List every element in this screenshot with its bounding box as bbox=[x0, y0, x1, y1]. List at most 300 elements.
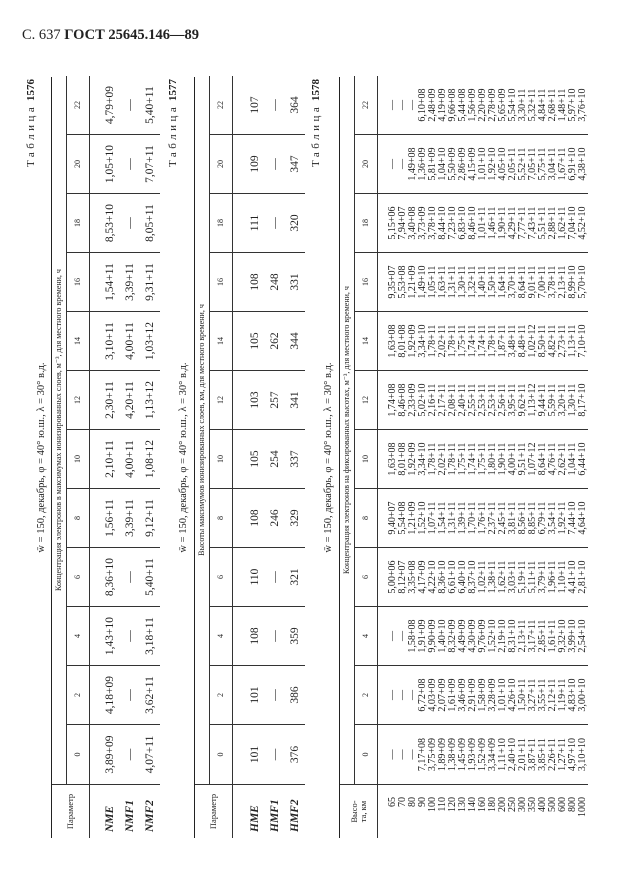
table-cell: 1,54+11 bbox=[104, 263, 116, 301]
hour-values bbox=[378, 489, 588, 547]
hour-values bbox=[378, 371, 588, 429]
hour-column bbox=[67, 312, 160, 371]
table-cell: 3,62+11 bbox=[144, 676, 156, 714]
table-cell: 1,75+11 bbox=[477, 442, 488, 476]
table-cell: 1,39+11 bbox=[457, 501, 468, 535]
row-label: 130 bbox=[457, 797, 468, 812]
table-cell: 6,83+10 bbox=[457, 206, 468, 240]
table-cell: 7,94+07 bbox=[397, 206, 408, 240]
hour-header: 4 bbox=[355, 607, 378, 665]
table-cell: 103 bbox=[249, 391, 261, 409]
table-cell: — bbox=[387, 159, 398, 169]
table-cell: 7,77+11 bbox=[517, 206, 528, 240]
hour-header: 18 bbox=[67, 194, 90, 252]
table-cell: 2,13+11 bbox=[557, 265, 568, 299]
table-cell: 4,05+10 bbox=[497, 147, 508, 181]
table-cell: 6,40+10 bbox=[457, 560, 468, 594]
hour-column bbox=[210, 725, 305, 784]
hour-column bbox=[210, 607, 305, 666]
row-label: 90 bbox=[417, 797, 428, 807]
table-label-number: 1577 bbox=[167, 79, 179, 101]
table-cell: 3,78+10 bbox=[427, 206, 438, 240]
row-label: 70 bbox=[397, 797, 408, 807]
table-cell: 3,28+09 bbox=[487, 678, 498, 712]
table-cell: 1,58+08 bbox=[407, 619, 418, 653]
row-label: 600 bbox=[557, 797, 568, 812]
table-cell: 8,12+07 bbox=[397, 560, 408, 594]
table-cell: 320 bbox=[289, 214, 301, 232]
table-cell: — bbox=[269, 689, 281, 701]
table-cell: 1,52+09 bbox=[477, 737, 488, 772]
table-cell: 2,05+11 bbox=[507, 147, 518, 181]
hour-values bbox=[233, 76, 305, 134]
table-cell: 9,35+07 bbox=[387, 265, 398, 299]
table-cell: 3,10+11 bbox=[104, 322, 116, 360]
table-cell: 8,01+08 bbox=[397, 442, 408, 476]
row-label: 250 bbox=[507, 797, 518, 812]
table-label-word: Таблица bbox=[25, 103, 37, 168]
table-cell: 4,97+10 bbox=[567, 737, 578, 772]
hour-column bbox=[355, 548, 588, 607]
hour-header: 8 bbox=[67, 489, 90, 547]
standard-number: ГОСТ 25645.146—89 bbox=[64, 27, 200, 43]
row-header-column bbox=[52, 784, 160, 838]
table-cell: 101 bbox=[249, 745, 261, 764]
table-cell: 3,10+10 bbox=[577, 737, 588, 772]
table-cell: 9,31+11 bbox=[144, 263, 156, 301]
table-cell: 1,52+10 bbox=[417, 501, 428, 535]
table-cell: 8,31+10 bbox=[507, 619, 518, 653]
hour-values bbox=[233, 135, 305, 193]
table-cell: 3,03+11 bbox=[507, 560, 518, 594]
table-cell: 1,64+11 bbox=[497, 265, 508, 299]
table-cell: 2,19+10 bbox=[497, 619, 508, 653]
table-cell: 105 bbox=[249, 450, 261, 468]
table-cell: 108 bbox=[249, 627, 261, 645]
table-cell: 1,52+10 bbox=[487, 619, 498, 653]
table-cell: — bbox=[397, 749, 408, 760]
table-1576 bbox=[51, 77, 160, 838]
table-cell: 3,81+11 bbox=[507, 501, 518, 535]
row-label: 80 bbox=[407, 797, 418, 807]
table-cell: 8,37+10 bbox=[467, 560, 478, 594]
row-labels bbox=[378, 785, 588, 838]
table-cell: 8,56+11 bbox=[517, 501, 528, 535]
table-cell: 1,13+12 bbox=[527, 383, 538, 417]
table-cell: — bbox=[124, 748, 136, 761]
row-label: HMF2 bbox=[289, 799, 301, 832]
hour-header: 0 bbox=[355, 725, 378, 784]
table-label-number: 1578 bbox=[310, 79, 322, 101]
table-cell: 7,04+10 bbox=[567, 206, 578, 240]
table-cell: 4,26+10 bbox=[507, 678, 518, 712]
table-cell: 107 bbox=[249, 96, 261, 114]
table-cell: 3,95+11 bbox=[507, 383, 518, 417]
table-cell: 1,32+11 bbox=[467, 265, 478, 299]
hour-column bbox=[355, 489, 588, 548]
row-label: NME bbox=[104, 805, 116, 832]
row-label: 65 bbox=[387, 797, 398, 807]
table-cell: 1,92+11 bbox=[557, 501, 568, 535]
table-cell: 4,20+11 bbox=[124, 381, 136, 419]
row-label: 800 bbox=[567, 797, 578, 812]
row-label: 160 bbox=[477, 797, 488, 812]
table-cell: 1,78+11 bbox=[427, 442, 438, 476]
hour-columns bbox=[355, 76, 588, 784]
table-cell: 4,00+11 bbox=[124, 322, 136, 360]
hour-header: 18 bbox=[355, 194, 378, 252]
table-cell: 9,76+09 bbox=[477, 619, 488, 653]
hour-header: 8 bbox=[355, 489, 378, 547]
row-label: 100 bbox=[427, 797, 438, 812]
table-cell: 386 bbox=[289, 686, 301, 704]
table-cell: 1,78+11 bbox=[447, 442, 458, 476]
row-header-title: Параметр bbox=[52, 785, 90, 838]
table-cell: 7,43+11 bbox=[527, 206, 538, 240]
table-cell: 5,44+08 bbox=[457, 88, 468, 122]
table-cell: 8,44+10 bbox=[437, 206, 448, 240]
table-cell: 1,30+11 bbox=[457, 265, 468, 299]
table-cell: 2,45+11 bbox=[497, 501, 508, 535]
table-cell: 3,78+11 bbox=[547, 265, 558, 299]
hour-header: 8 bbox=[210, 489, 233, 547]
table-title: w̄ = 150, декабрь, φ = 40° ю.ш., λ = 30° в.д. bbox=[323, 362, 334, 553]
table-cell: 1,01+10 bbox=[477, 147, 488, 181]
row-label: 140 bbox=[467, 797, 478, 812]
table-cell: 2,01+11 bbox=[517, 738, 528, 771]
table-cell: 2,40+10 bbox=[507, 737, 518, 772]
hour-header: 6 bbox=[67, 548, 90, 606]
table-cell: 8,64+11 bbox=[537, 442, 548, 476]
table-cell: 2,91+09 bbox=[467, 678, 478, 712]
table-cell: 5,59+11 bbox=[547, 383, 558, 417]
table-cell: 1,19+11 bbox=[557, 678, 568, 712]
table-cell: 3,73+09 bbox=[417, 206, 428, 240]
table-cell: — bbox=[407, 690, 418, 700]
table-cell: — bbox=[269, 158, 281, 170]
table-cell: 4,64+10 bbox=[577, 501, 588, 535]
table-cell: 1,02+11 bbox=[477, 560, 488, 594]
table-cell: 2,02+11 bbox=[437, 442, 448, 476]
hour-values bbox=[90, 607, 160, 665]
table-cell: 2,02+11 bbox=[437, 324, 448, 358]
table-cell: 1,36+09 bbox=[417, 147, 428, 181]
table-cell: 2,68+11 bbox=[547, 88, 558, 122]
hour-values bbox=[233, 548, 305, 606]
table-cell: 2,37+11 bbox=[487, 501, 498, 535]
table-cell: 2,55+11 bbox=[467, 383, 478, 417]
table-cell: 2,40+11 bbox=[457, 383, 468, 417]
table-cell: 3,40+08 bbox=[407, 206, 418, 240]
table-cell: — bbox=[124, 571, 136, 583]
table-cell: 1,80+11 bbox=[487, 442, 498, 476]
table-cell: 6,79+11 bbox=[537, 501, 548, 535]
table-cell: 6,61+10 bbox=[447, 560, 458, 594]
table-cell: 4,19+09 bbox=[437, 88, 448, 122]
table-cell: 8,36+10 bbox=[104, 557, 116, 597]
table-cell: — bbox=[269, 571, 281, 583]
hour-values bbox=[233, 312, 305, 370]
row-label: 400 bbox=[537, 797, 548, 812]
hour-column bbox=[67, 135, 160, 194]
row-header-column bbox=[340, 784, 588, 838]
table-cell: 4,84+11 bbox=[537, 88, 548, 122]
table-cell: 2,16+11 bbox=[427, 383, 438, 417]
table-cell: 4,76+11 bbox=[547, 442, 558, 476]
table-cell: 7,44+10 bbox=[567, 501, 578, 535]
hour-values bbox=[233, 489, 305, 547]
table-cell: 1,31+11 bbox=[447, 265, 458, 299]
table-cell: 7,10+10 bbox=[577, 324, 588, 358]
table-cell: — bbox=[397, 159, 408, 169]
table-cell: 8,64+11 bbox=[517, 265, 528, 299]
hour-column bbox=[210, 135, 305, 194]
hour-column bbox=[67, 666, 160, 725]
table-cell: 347 bbox=[289, 155, 301, 173]
table-cell: 1,75+11 bbox=[457, 324, 468, 358]
table-cell: 4,15+09 bbox=[467, 147, 478, 181]
table-cell: 4,30+09 bbox=[467, 619, 478, 653]
hour-header: 2 bbox=[67, 666, 90, 724]
table-cell: 364 bbox=[289, 96, 301, 114]
table-cell: 1,04+11 bbox=[567, 442, 578, 476]
table-cell: 9,62+11 bbox=[517, 383, 528, 417]
table-cell: — bbox=[124, 158, 136, 170]
table-cell: 1,30+11 bbox=[567, 383, 578, 417]
hour-header: 22 bbox=[67, 76, 90, 134]
table-cell: 5,00+06 bbox=[387, 560, 398, 594]
hour-header: 6 bbox=[210, 548, 233, 606]
table-cell: 2,26+11 bbox=[547, 738, 558, 771]
table-cell: 1,21+09 bbox=[407, 265, 418, 299]
hour-values bbox=[378, 725, 588, 784]
hour-column bbox=[67, 489, 160, 548]
table-cell: 246 bbox=[269, 509, 281, 527]
hour-header: 10 bbox=[355, 430, 378, 488]
table-cell: 3,34+09 bbox=[487, 737, 498, 772]
table-cell: 8,05+11 bbox=[144, 204, 156, 242]
table-cell: 3,70+11 bbox=[507, 265, 518, 299]
table-cell: 1,74+11 bbox=[477, 324, 488, 358]
table-cell: 1,56+11 bbox=[104, 499, 116, 537]
table-cell: — bbox=[269, 748, 281, 761]
row-header-title: Параметр bbox=[195, 785, 233, 838]
table-cell: 257 bbox=[269, 391, 281, 409]
table-cell: 1,89+09 bbox=[437, 737, 448, 772]
table-cell: 3,89+09 bbox=[104, 735, 116, 774]
hour-column bbox=[355, 607, 588, 666]
table-cell: 5,50+09 bbox=[447, 147, 458, 181]
hour-column bbox=[67, 430, 160, 489]
table-cell: 1,02+12 bbox=[527, 324, 538, 358]
table-cell: 248 bbox=[269, 273, 281, 291]
table-1577 bbox=[194, 77, 305, 838]
table-cell: 344 bbox=[289, 332, 301, 350]
hour-header: 0 bbox=[210, 725, 233, 784]
hour-column bbox=[67, 371, 160, 430]
table-cell: 2,81+10 bbox=[577, 560, 588, 594]
table-cell: 1,63+11 bbox=[437, 265, 448, 299]
row-label: HME bbox=[249, 805, 261, 832]
table-cell: 4,03+09 bbox=[427, 678, 438, 712]
table-cell: 1,50+11 bbox=[487, 265, 498, 299]
table-cell: 1,01+11 bbox=[477, 206, 488, 240]
hour-column bbox=[210, 194, 305, 253]
table-cell: 3,34+10 bbox=[417, 442, 428, 476]
table-cell: 1,70+11 bbox=[467, 501, 478, 535]
table-cell: 1,27+11 bbox=[557, 738, 568, 771]
table-cell: 3,79+11 bbox=[537, 560, 548, 594]
table-cell: 105 bbox=[249, 332, 261, 350]
table-cell: 1,40+11 bbox=[477, 265, 488, 299]
table-cell: 5,02+10 bbox=[417, 383, 428, 417]
table-cell: 1,61+09 bbox=[447, 678, 458, 712]
hour-values bbox=[378, 76, 588, 134]
hour-values bbox=[233, 607, 305, 665]
hour-values bbox=[90, 312, 160, 370]
hour-values bbox=[378, 312, 588, 370]
table-cell: — bbox=[124, 630, 136, 642]
table-cell: 3,00+10 bbox=[577, 678, 588, 712]
table-cell: 4,38+10 bbox=[577, 147, 588, 181]
row-label: 1000 bbox=[577, 797, 588, 817]
hour-header: 16 bbox=[210, 253, 233, 311]
table-cell: — bbox=[387, 749, 398, 760]
table-cell: 6,72+08 bbox=[417, 678, 428, 712]
hour-header: 18 bbox=[210, 194, 233, 252]
table-cell: 1,13+12 bbox=[144, 380, 156, 420]
hour-columns bbox=[67, 76, 160, 784]
table-cell: 108 bbox=[249, 509, 261, 527]
table-cell: 3,39+11 bbox=[124, 263, 136, 301]
table-cell: 5,54+10 bbox=[507, 88, 518, 122]
hours-area bbox=[340, 76, 588, 784]
table-cell: 4,79+09 bbox=[104, 85, 116, 125]
hour-values bbox=[90, 666, 160, 724]
row-label: NMF2 bbox=[144, 800, 156, 832]
row-labels bbox=[90, 785, 160, 838]
table-cell: 3,55+11 bbox=[537, 678, 548, 712]
table-cell: — bbox=[124, 689, 136, 701]
table-cell: — bbox=[269, 99, 281, 111]
hour-values bbox=[233, 371, 305, 429]
table-cell: 359 bbox=[289, 627, 301, 645]
table-1578 bbox=[339, 77, 588, 838]
table-cell: 3,18+11 bbox=[144, 617, 156, 655]
table-cell: 1,38+11 bbox=[487, 560, 498, 594]
table-cell: 1,78+11 bbox=[447, 324, 458, 358]
table-cell: 9,66+08 bbox=[447, 88, 458, 122]
table-cell: 2,07+09 bbox=[437, 678, 448, 712]
table-cell: 1,78+11 bbox=[427, 324, 438, 358]
row-label: 110 bbox=[437, 797, 448, 812]
table-cell: 3,04+11 bbox=[547, 147, 558, 181]
hour-header: 4 bbox=[67, 607, 90, 665]
row-header-column bbox=[195, 784, 305, 838]
table-cell: 2,13+11 bbox=[517, 619, 528, 653]
hour-column bbox=[67, 194, 160, 253]
hour-header: 14 bbox=[355, 312, 378, 370]
hour-column bbox=[355, 371, 588, 430]
table-cell: 1,11+10 bbox=[497, 738, 508, 771]
table-cell: 3,75+09 bbox=[427, 737, 438, 772]
table-cell: 1,05+11 bbox=[427, 265, 438, 299]
table-cell: 5,81+09 bbox=[427, 147, 438, 181]
table-title: w̄ = 150, декабрь, φ = 40° ю.ш., λ = 30° в.д. bbox=[178, 362, 189, 553]
table-cell: 5,70+10 bbox=[577, 265, 588, 299]
table-cell: 8,36+10 bbox=[437, 560, 448, 594]
hour-header: 16 bbox=[67, 253, 90, 311]
hour-column bbox=[355, 725, 588, 784]
row-label: 500 bbox=[547, 797, 558, 812]
table-cell: 8,46+10 bbox=[467, 206, 478, 240]
table-label bbox=[310, 79, 322, 167]
table-cell: 1,91+09 bbox=[417, 619, 428, 653]
table-cell: 110 bbox=[249, 568, 261, 586]
hour-values bbox=[378, 194, 588, 252]
table-cell: 5,40+11 bbox=[144, 558, 156, 596]
table-cell: 9,40+07 bbox=[387, 501, 398, 535]
table-cell: 1,90+11 bbox=[497, 206, 508, 240]
column-group-header: Концентрация электронов на фиксированных высотах, м⁻³, для местного времени, ч bbox=[340, 76, 355, 784]
table-cell: 331 bbox=[289, 273, 301, 291]
table-cell: 5,51+11 bbox=[537, 206, 548, 240]
table-label-word: Таблица bbox=[310, 103, 322, 168]
column-group-header: Высоты максимумов ионизированных слоев, км, для местного времени, ч bbox=[195, 76, 210, 784]
table-cell: 111 bbox=[249, 214, 261, 232]
table-cell: 5,32+11 bbox=[527, 88, 538, 122]
table-cell: 1,96+11 bbox=[547, 560, 558, 594]
table-cell: 1,21+09 bbox=[407, 501, 418, 535]
table-cell: 9,32+10 bbox=[557, 619, 568, 653]
hour-column bbox=[210, 253, 305, 312]
table-cell: 1,38+09 bbox=[447, 737, 458, 772]
hour-values bbox=[90, 548, 160, 606]
hour-header: 20 bbox=[210, 135, 233, 193]
table-cell: 3,27+11 bbox=[527, 678, 538, 712]
table-cell: 9,12+11 bbox=[144, 499, 156, 537]
table-cell: 4,52+10 bbox=[577, 206, 588, 240]
table-cell: 7,00+11 bbox=[537, 265, 548, 299]
hour-header: 12 bbox=[210, 371, 233, 429]
table-cell: 1,04+10 bbox=[437, 147, 448, 181]
hour-column bbox=[355, 430, 588, 489]
hour-values bbox=[233, 194, 305, 252]
table-cell: 8,01+08 bbox=[397, 324, 408, 358]
table-cell: 1,40+10 bbox=[437, 619, 448, 653]
hour-column bbox=[67, 76, 160, 135]
table-cell: 2,33+09 bbox=[407, 383, 418, 417]
table-cell: 1,92+09 bbox=[407, 324, 418, 358]
hour-column bbox=[67, 548, 160, 607]
hour-column bbox=[210, 489, 305, 548]
table-cell: — bbox=[397, 100, 408, 110]
table-cell: 2,53+11 bbox=[477, 383, 488, 417]
table-cell: 8,48+11 bbox=[517, 324, 528, 358]
table-cell: 108 bbox=[249, 273, 261, 291]
table-cell: 1,13+11 bbox=[567, 324, 578, 358]
page-header bbox=[22, 27, 199, 44]
table-cell: 3,35+08 bbox=[407, 560, 418, 594]
hour-column bbox=[210, 76, 305, 135]
table-cell: 5,75+11 bbox=[537, 147, 548, 181]
table-cell: 8,53+10 bbox=[104, 203, 116, 243]
table-cell: 3,99+10 bbox=[567, 619, 578, 653]
table-cell: 341 bbox=[289, 391, 301, 409]
hour-values bbox=[90, 725, 160, 784]
table-cell: 9,90+09 bbox=[427, 619, 438, 653]
hour-header: 12 bbox=[355, 371, 378, 429]
